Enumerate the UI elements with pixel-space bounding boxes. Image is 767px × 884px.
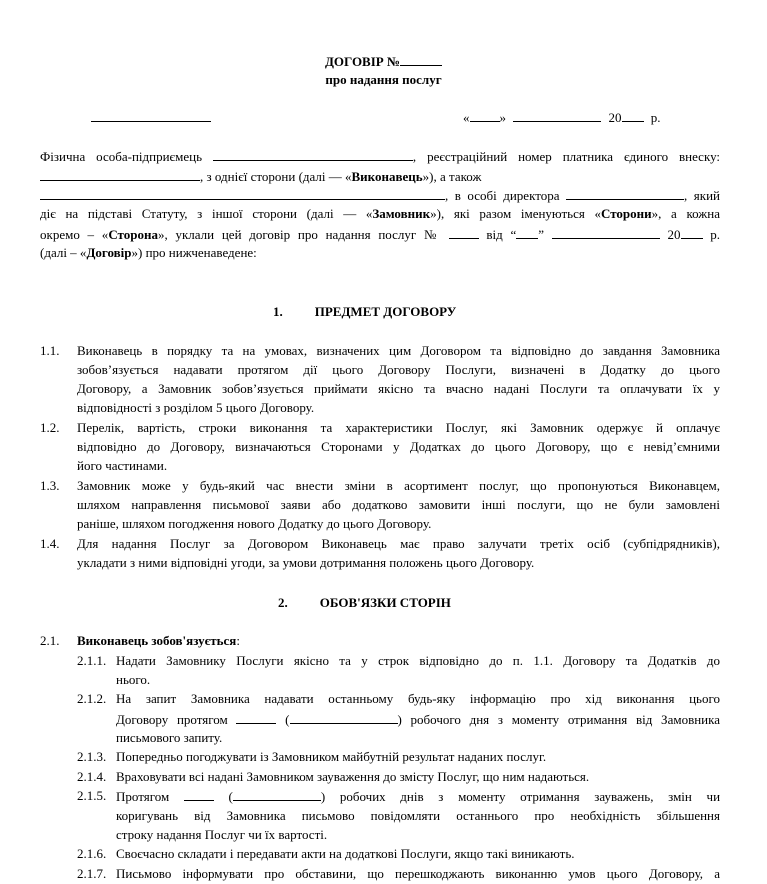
place-blank bbox=[91, 109, 211, 126]
subclause-number: 2.1.4. bbox=[77, 769, 107, 784]
subclause-number: 2.1.5. bbox=[77, 788, 107, 803]
section-1-heading: 1. ПРЕДМЕТ ДОГОВОРУ bbox=[273, 304, 457, 319]
subclause-2-1-1-line: нього. bbox=[116, 672, 151, 687]
clause-number: 1.3. bbox=[40, 478, 60, 493]
subclause-number: 2.1.3. bbox=[77, 749, 107, 764]
clause-1-2-line: його частинами. bbox=[77, 458, 168, 473]
subclause-number: 2.1.1. bbox=[77, 653, 107, 668]
contract-title bbox=[0, 53, 767, 70]
subclause-2-1-7-line: Письмово інформувати про обставини, що перешкоджають виконанню умов цього Договору, а bbox=[116, 866, 720, 881]
subclause-number: 2.1.7. bbox=[77, 866, 107, 881]
subclause-number: 2.1.2. bbox=[77, 691, 107, 706]
clause-number: 1.1. bbox=[40, 343, 60, 358]
clause-1-3-line: раніше, шляхом погодження нового Додатку до цього Договору. bbox=[77, 516, 432, 531]
section-2-heading: 2. ОБОВ'ЯЗКИ СТОРІН bbox=[278, 595, 451, 610]
clause-1-2-line: відповідно до Договору, визначаються Сторонами у Додатках до цього Договору, що є невід’ємними bbox=[77, 439, 720, 454]
clause-1-4-line: Для надання Послуг за Договором Виконавець має право залучати третіх осіб (субпідрядників), bbox=[77, 536, 720, 551]
subclause-2-1-3-line: Попередньо погоджувати із Замовником майбутній результат наданих послуг. bbox=[116, 749, 547, 764]
subclause-2-1-2-line: письмового запиту. bbox=[116, 730, 223, 745]
clause-1-1-line: Виконавець в порядку та на умовах, визначених цим Договором та відповідно до завдання Замовника bbox=[77, 343, 720, 358]
clause-1-1-line: зобов’язується надавати протягом дії цього Договору Послуги, визначені в Додатку до цього bbox=[77, 362, 720, 377]
clause-1-2-line: Перелік, вартість, строки виконання та характеристики Послуг, які Замовник одержує й оплачує bbox=[77, 420, 720, 435]
clause-2-1-label: Виконавець зобов'язується: bbox=[77, 633, 240, 648]
preamble-line-6: (далі – «Договір») про нижченаведене: bbox=[40, 245, 257, 260]
subclause-2-1-4-line: Враховувати всі надані Замовником зауваження до змісту Послуг, що ним надаються. bbox=[116, 769, 590, 784]
clause-1-3-line: Замовник може у будь-який час внести зміни в асортимент послуг, що пропонуються Виконавцем, bbox=[77, 478, 720, 493]
clause-1-1-line: відповідності з розділом 5 цього Договору. bbox=[77, 400, 315, 415]
clause-1-3-line: шляхом направлення письмової заяви або додатково замовити інші послуги, що не були замовлені bbox=[77, 497, 720, 512]
subclause-2-1-6-line: Своєчасно складати і передавати акти на додаткові Послуги, якщо такі виникають. bbox=[116, 846, 575, 861]
clause-1-4-line: укладати з ними відповідні угоди, за умови дотримання положень цього Договору. bbox=[77, 555, 535, 570]
preamble-line-2: , з однієї сторони (далі — «Виконавець»), а також bbox=[40, 168, 481, 185]
subclause-2-1-2-line: Договору протягом ( ) робочого дня з моменту отримання від Замовника bbox=[116, 712, 721, 727]
clause-number: 1.4. bbox=[40, 536, 60, 551]
contract-number-blank bbox=[400, 53, 442, 66]
subclause-2-1-5-line: коригувань від Замовника письмово повідомляти останнього про необхідність збільшення bbox=[116, 808, 720, 823]
date-line: « » 20 р. bbox=[463, 110, 661, 125]
clause-1-1-line: Договору, а Замовник зобов’язується приймати якісно та вчасно надані Послуги та оплачувати їх у bbox=[77, 381, 720, 396]
clause-number: 2.1. bbox=[40, 633, 60, 648]
preamble-line-3: , в особі директора , який bbox=[40, 187, 720, 204]
preamble-line-1: Фізична особа-підприємець , реєстраційний номер платника єдиного внеску: bbox=[40, 149, 721, 164]
title-text: ДОГОВІР № bbox=[324, 54, 401, 69]
subclause-2-1-2-line: На запит Замовника надавати останньому будь-яку інформацію про хід виконання цього bbox=[116, 691, 720, 706]
preamble-line-5: окремо – «Сторона», уклали цей договір про надання послуг № від “ ” 20 р. bbox=[40, 227, 721, 242]
subclause-number: 2.1.6. bbox=[77, 846, 107, 861]
subclause-2-1-5-line: Протягом ( ) робочих днів з моменту отримання зауважень, змін чи bbox=[116, 789, 721, 804]
subclause-2-1-1-line: Надати Замовнику Послуги якісно та у строк відповідно до п. 1.1. Договору та Додатків до bbox=[116, 653, 720, 668]
preamble-line-4: діє на підставі Статуту, з іншої сторони (далі — «Замовник»), які разом іменуються «Сторони», а кожна bbox=[40, 206, 721, 221]
contract-subtitle: про надання послуг bbox=[325, 72, 442, 87]
clause-number: 1.2. bbox=[40, 420, 60, 435]
subclause-2-1-5-line: строку надання Послуг чи їх вартості. bbox=[116, 827, 328, 842]
